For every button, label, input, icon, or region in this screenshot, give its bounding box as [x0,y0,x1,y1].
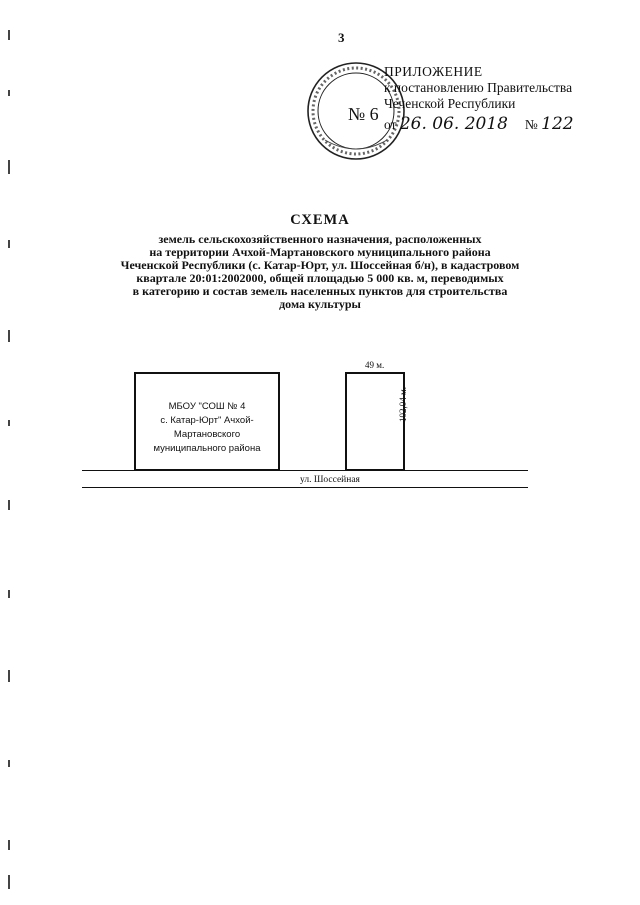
handwritten-date: 26. 06. 2018 [399,114,509,134]
road-edge-top [82,470,528,471]
page-number: 3 [338,30,345,45]
plot-length-label: 102,04 м. [398,387,408,422]
school-label-line: муниципального района [153,443,261,454]
subtitle-line: в категорию и состав земель населенных пунктов для строительства [132,284,508,298]
handwritten-number: 122 [541,114,574,134]
appendix-line-republic: Чеченской Республики [384,96,516,111]
school-label-line: МБОУ "СОШ № 4 [168,401,246,412]
document-subtitle [0,233,640,311]
site-scheme [0,360,640,500]
subtitle-line: дома культуры [279,297,361,311]
appendix-date-line [384,116,574,133]
document-heading [0,212,640,311]
road-edge-bottom [82,487,528,488]
subtitle-line: Чеченской Республики (с. Катар-Юрт, ул. Шоссейная б/н), в кадастровом [120,258,520,272]
street-label: ул. Шоссейная [300,475,360,485]
number-prefix: № [524,117,538,132]
school-label [136,400,278,456]
school-label-line: с. Катар-Юрт" Ачхой- [160,415,254,426]
subtitle-line: квартале 20:01:2002000, общей площадью 5 000 кв. м, переводимых [136,271,504,285]
subtitle-line: земель сельскохозяйственного назначения, расположенных [158,232,482,246]
appendix-line-resolution: к постановлению Правительства [384,80,573,95]
appendix-header [384,64,574,134]
date-prefix: от [384,117,397,132]
appendix-title: ПРИЛОЖЕНИЕ [384,64,483,79]
school-building [134,372,280,471]
seal-number: № 6 [348,104,379,124]
school-label-line: Мартановского [173,429,241,440]
document-title: СХЕМА [290,212,350,228]
subtitle-line: на территории Ачхой-Мартановского муниципального района [149,245,491,259]
plot-width-label: 49 м. [365,360,385,370]
land-plot [345,372,405,471]
